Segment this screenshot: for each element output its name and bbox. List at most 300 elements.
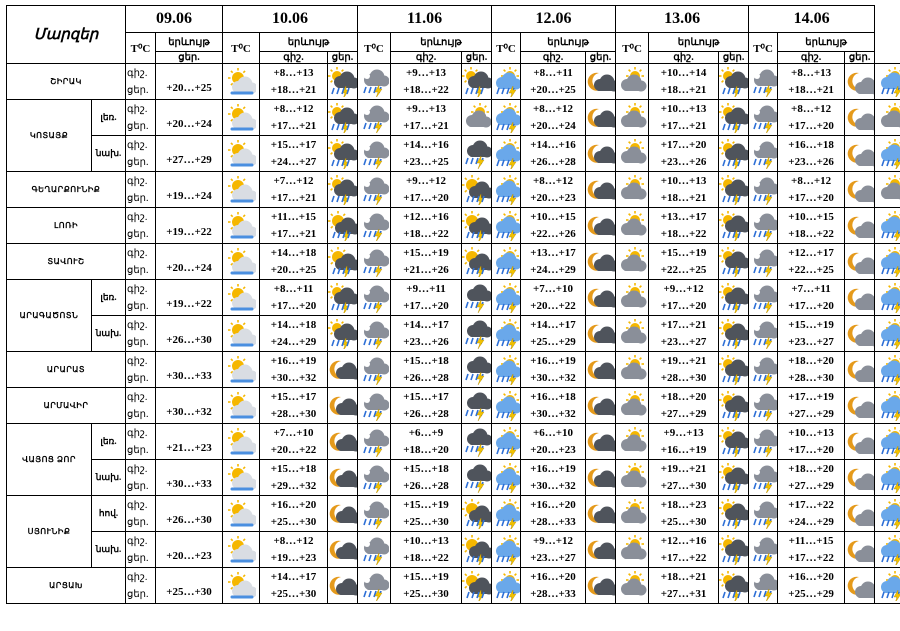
- night-temp: +8…+12: [533, 174, 574, 187]
- storm-cloud-icon: [719, 352, 749, 388]
- sun-storm-icon: [462, 496, 492, 532]
- rain-storm-icon: [462, 280, 492, 316]
- sun-cloud-rain-icon: [875, 316, 900, 352]
- day-temp: +17…+20: [270, 299, 317, 312]
- weather-header: երևույթ: [521, 33, 616, 52]
- night-temp: +14…+18: [270, 246, 317, 259]
- day-temp: +23…+25: [403, 155, 449, 168]
- temperature-range: [260, 568, 328, 604]
- day-temp: +26…+28: [530, 155, 576, 168]
- sun-cloud-rain-icon: [492, 568, 521, 604]
- storm-cloud-icon: [328, 100, 358, 136]
- day-temp: +22…+25: [660, 263, 707, 276]
- sun-cloud-rain-icon: [492, 100, 521, 136]
- night-temp: +13…+17: [530, 246, 576, 259]
- temperature-range: [156, 172, 223, 208]
- temperature-range: [156, 208, 223, 244]
- day-temp: +18…+21: [788, 83, 834, 96]
- temp-header: T⁰C: [749, 33, 778, 64]
- night-temp: +15…+17: [403, 390, 449, 403]
- night-temp: +16…+19: [530, 462, 576, 475]
- night-temp: +10…+15: [530, 210, 576, 223]
- night-cloud-rain-icon: [749, 532, 778, 568]
- day-temp: +17…+20: [788, 119, 834, 132]
- period-labels: [126, 136, 156, 172]
- rain-storm-icon: [462, 352, 492, 388]
- night-temp: +11…+15: [271, 210, 316, 223]
- sun-cloud-rain-icon: [492, 352, 521, 388]
- temperature-range: [156, 244, 223, 280]
- temperature-range: [521, 244, 586, 280]
- temperature-range: [649, 172, 719, 208]
- temperature-range: [391, 244, 462, 280]
- day-temp: +23…+26: [403, 335, 449, 348]
- table-row: [7, 532, 900, 568]
- region-name: ԱՐԱԳԱԾՈՏՆ: [7, 280, 92, 352]
- storm-cloud-icon: [719, 136, 749, 172]
- period-labels: [126, 532, 156, 568]
- temperature-range: [156, 424, 223, 460]
- sun-cloud-icon: [223, 316, 260, 352]
- day-temp: +28…+33: [530, 515, 576, 528]
- night-temp: +10…+13: [403, 534, 449, 547]
- night-temp: +15…+19: [403, 246, 449, 259]
- forecast-table: [6, 5, 900, 604]
- night-cloud-icon: [328, 568, 358, 604]
- temperature-range: [156, 316, 223, 352]
- temperature-range: [260, 172, 328, 208]
- night-cloud-rain-icon: [749, 316, 778, 352]
- day-temp: +16…+19: [660, 443, 707, 456]
- temperature-range: [649, 64, 719, 100]
- day-temp: +22…+26: [530, 227, 576, 240]
- cloud-dark-icon: [616, 424, 649, 460]
- temperature-range: [260, 280, 328, 316]
- night-temp: +10…+13: [788, 426, 834, 439]
- sun-cloud-rain-icon: [492, 532, 521, 568]
- day-label: ցեր.: [127, 228, 149, 240]
- day-temp: +20…+25: [530, 83, 576, 96]
- day-header: ցեր.: [462, 52, 492, 64]
- day-temp: +25…+30: [166, 586, 212, 598]
- storm-cloud-icon: [328, 280, 358, 316]
- night-temp: +9…+12: [663, 282, 704, 295]
- sun-storm-icon: [462, 568, 492, 604]
- night-temp: +16…+20: [788, 570, 834, 583]
- day-temp: +18…+22: [403, 551, 449, 564]
- night-label: գիշ.: [127, 391, 148, 403]
- region-name: ԼՈՌԻ: [7, 208, 126, 244]
- night-cloud-icon: [328, 352, 358, 388]
- day-temp: +20…+23: [530, 443, 576, 456]
- night-temp: +16…+20: [530, 570, 576, 583]
- night-label: գիշ.: [127, 571, 148, 583]
- cloud-dark-icon: [616, 532, 649, 568]
- day-temp: +30…+32: [530, 407, 576, 420]
- rain-storm-icon: [462, 316, 492, 352]
- region-name: ՇԻՐԱԿ: [7, 64, 126, 100]
- period-labels: [126, 64, 156, 100]
- night-label: գիշ.: [127, 535, 148, 547]
- night-temp: +7…+11: [791, 282, 831, 295]
- temperature-range: [391, 136, 462, 172]
- night-cloud-icon: [586, 352, 616, 388]
- sun-cloud-icon: [223, 496, 260, 532]
- night-cloud-rain-icon: [358, 136, 391, 172]
- sun-cloud-rain-icon: [492, 280, 521, 316]
- sun-cloud-rain-icon: [875, 532, 900, 568]
- day-label: ցեր.: [127, 264, 149, 276]
- night-cloud-icon: [586, 136, 616, 172]
- night-cloud-icon: [586, 172, 616, 208]
- night-cloud-icon: [586, 496, 616, 532]
- temperature-range: [521, 496, 586, 532]
- cloud-dark-icon: [616, 460, 649, 496]
- temperature-range: [778, 172, 845, 208]
- temperature-range: [778, 316, 845, 352]
- sun-cloud-rain-icon: [875, 64, 900, 100]
- day-temp: +20…+24: [166, 262, 212, 274]
- night-cloud-rain-icon: [358, 64, 391, 100]
- storm-cloud-icon: [719, 316, 749, 352]
- temperature-range: [778, 100, 845, 136]
- temperature-range: [521, 568, 586, 604]
- night-cloud-icon: [586, 316, 616, 352]
- table-row: [7, 280, 900, 316]
- sun-cloud-icon: [223, 352, 260, 388]
- cloud-dark-icon: [616, 280, 649, 316]
- night-temp: +9…+13: [405, 66, 447, 79]
- table-row: [7, 460, 900, 496]
- temperature-range: [260, 424, 328, 460]
- period-labels: [126, 496, 156, 532]
- storm-cloud-icon: [328, 136, 358, 172]
- day-temp: +19…+22: [166, 298, 212, 310]
- night-temp: +15…+18: [403, 462, 449, 475]
- day-temp: +28…+33: [530, 587, 576, 600]
- date-header: 12.06: [492, 6, 616, 33]
- temperature-range: [391, 100, 462, 136]
- temperature-range: [521, 424, 586, 460]
- night-label: գիշ.: [127, 175, 148, 187]
- sun-cloud-rain-icon: [492, 460, 521, 496]
- night-cloud-rain-icon: [749, 100, 778, 136]
- day-temp: +20…+25: [270, 263, 317, 276]
- day-label: ցեր.: [127, 516, 149, 528]
- table-row: [7, 568, 900, 604]
- night-temp: +10…+15: [788, 210, 834, 223]
- temperature-range: [521, 100, 586, 136]
- night-cloud-icon: [586, 100, 616, 136]
- sun-storm-icon: [462, 208, 492, 244]
- day-temp: +23…+26: [660, 155, 707, 168]
- night-temp: +18…+20: [660, 390, 707, 403]
- night-temp: +16…+19: [270, 354, 317, 367]
- cloud-dark-icon: [616, 208, 649, 244]
- temperature-range: [778, 280, 845, 316]
- night-temp: +9…+12: [533, 534, 574, 547]
- night-temp: +15…+19: [403, 570, 449, 583]
- day-label: ցեր.: [127, 480, 149, 492]
- night-temp: +18…+20: [788, 462, 834, 475]
- region-name: ԱՐՑԱԽ: [7, 568, 126, 604]
- temperature-range: [778, 496, 845, 532]
- cloud-dark-icon: [616, 316, 649, 352]
- night-cloud-rain-icon: [358, 352, 391, 388]
- night-header: գիշ.: [260, 52, 328, 64]
- night-temp: +9…+13: [663, 426, 704, 439]
- cloud-dark-icon: [462, 100, 492, 136]
- night-temp: +15…+17: [270, 138, 317, 151]
- day-temp: +28…+30: [270, 407, 317, 420]
- day-header: ցեր.: [845, 52, 875, 64]
- day-temp: +25…+30: [403, 587, 449, 600]
- night-temp: +17…+20: [660, 138, 707, 151]
- header-row-labels: [7, 33, 900, 52]
- date-header: 13.06: [616, 6, 749, 33]
- day-temp: +28…+30: [788, 371, 834, 384]
- day-temp: +18…+22: [403, 83, 449, 96]
- night-cloud-rain-icon: [749, 352, 778, 388]
- sun-cloud-icon: [223, 424, 260, 460]
- regions-header: Մարզեր: [7, 6, 126, 64]
- temperature-range: [778, 208, 845, 244]
- night-temp: +10…+13: [660, 102, 707, 115]
- temperature-range: [649, 532, 719, 568]
- night-label: գիշ.: [127, 463, 148, 475]
- sun-cloud-rain-icon: [875, 352, 900, 388]
- weather-header: երևույթ: [391, 33, 492, 52]
- date-header: 10.06: [223, 6, 358, 33]
- day-temp: +27…+29: [788, 407, 834, 420]
- sun-cloud-rain-icon: [492, 136, 521, 172]
- day-temp: +30…+32: [530, 479, 576, 492]
- night-temp: +16…+18: [788, 138, 834, 151]
- subregion-label: հով.: [92, 496, 126, 532]
- storm-cloud-icon: [462, 64, 492, 100]
- table-row: [7, 244, 900, 280]
- night-cloud-icon: [586, 244, 616, 280]
- night-cloud-rain-icon: [749, 460, 778, 496]
- moon-cloud-icon: [845, 424, 875, 460]
- day-temp: +17…+21: [270, 227, 317, 240]
- night-temp: +16…+18: [530, 390, 576, 403]
- rain-storm-icon: [462, 388, 492, 424]
- night-cloud-rain-icon: [358, 100, 391, 136]
- night-temp: +17…+21: [660, 318, 707, 331]
- temperature-range: [391, 388, 462, 424]
- period-labels: [126, 460, 156, 496]
- day-temp: +18…+22: [660, 227, 707, 240]
- storm-cloud-icon: [328, 172, 358, 208]
- night-cloud-rain-icon: [358, 532, 391, 568]
- day-header: ցեր.: [328, 52, 358, 64]
- night-cloud-rain-icon: [358, 496, 391, 532]
- night-temp: +19…+21: [660, 354, 707, 367]
- subregion-label: լեռ.: [92, 100, 126, 136]
- day-temp: +21…+26: [403, 263, 449, 276]
- temperature-range: [260, 460, 328, 496]
- night-temp: +8…+11: [533, 66, 573, 79]
- storm-cloud-icon: [719, 424, 749, 460]
- temperature-range: [649, 280, 719, 316]
- sun-cloud-rain-icon: [875, 208, 900, 244]
- moon-cloud-icon: [845, 172, 875, 208]
- day-temp: +26…+28: [403, 479, 449, 492]
- day-temp: +18…+20: [403, 443, 449, 456]
- day-temp: +27…+29: [166, 154, 212, 166]
- cloud-dark-icon: [616, 136, 649, 172]
- temperature-range: [260, 100, 328, 136]
- weather-header: երևույթ: [649, 33, 749, 52]
- table-row: [7, 388, 900, 424]
- night-temp: +15…+19: [660, 246, 707, 259]
- moon-cloud-icon: [845, 244, 875, 280]
- day-temp: +30…+32: [166, 406, 212, 418]
- day-label: ցեր.: [127, 84, 149, 96]
- day-temp: +18…+22: [403, 227, 449, 240]
- temperature-range: [391, 172, 462, 208]
- moon-cloud-icon: [845, 316, 875, 352]
- temperature-range: [521, 208, 586, 244]
- night-temp: +8…+12: [533, 102, 574, 115]
- region-name: ՍՅՈՒՆԻՔ: [7, 496, 92, 568]
- day-header: ցեր.: [156, 52, 223, 64]
- night-temp: +13…+17: [660, 210, 707, 223]
- night-temp: +14…+18: [270, 318, 317, 331]
- night-temp: +8…+11: [273, 282, 314, 295]
- weather-header: երևույթ: [260, 33, 358, 52]
- weather-header: երևույթ: [156, 33, 223, 52]
- night-header: գիշ.: [391, 52, 462, 64]
- temperature-range: [649, 460, 719, 496]
- day-temp: +17…+20: [660, 299, 707, 312]
- period-labels: [126, 388, 156, 424]
- temperature-range: [156, 352, 223, 388]
- temperature-range: [260, 136, 328, 172]
- storm-cloud-icon: [719, 496, 749, 532]
- night-label: գիշ.: [127, 211, 148, 223]
- sun-cloud-rain-icon: [492, 208, 521, 244]
- temperature-range: [649, 244, 719, 280]
- temperature-range: [156, 100, 223, 136]
- night-cloud-rain-icon: [749, 496, 778, 532]
- night-temp: +14…+16: [530, 138, 576, 151]
- night-temp: +15…+19: [788, 318, 834, 331]
- day-temp: +17…+20: [403, 191, 449, 204]
- day-temp: +25…+30: [403, 515, 449, 528]
- temperature-range: [649, 352, 719, 388]
- temperature-range: [521, 316, 586, 352]
- night-temp: +8…+12: [791, 174, 832, 187]
- night-temp: +15…+17: [270, 390, 317, 403]
- night-cloud-rain-icon: [749, 244, 778, 280]
- night-cloud-icon: [328, 460, 358, 496]
- moon-cloud-icon: [845, 568, 875, 604]
- night-temp: +8…+13: [791, 66, 832, 79]
- cloud-dark-icon: [616, 64, 649, 100]
- temperature-range: [391, 532, 462, 568]
- cloud-dark-icon: [616, 388, 649, 424]
- night-cloud-icon: [586, 280, 616, 316]
- moon-cloud-icon: [845, 388, 875, 424]
- temperature-range: [778, 532, 845, 568]
- cloud-dark-icon: [616, 568, 649, 604]
- subregion-label: նախ.: [92, 532, 126, 568]
- day-temp: +25…+30: [270, 515, 317, 528]
- day-temp: +30…+32: [270, 371, 317, 384]
- day-temp: +23…+26: [788, 155, 834, 168]
- night-header: գիշ.: [521, 52, 586, 64]
- day-temp: +23…+27: [530, 551, 576, 564]
- temperature-range: [521, 388, 586, 424]
- sun-cloud-icon: [223, 136, 260, 172]
- day-header: ցեր.: [586, 52, 616, 64]
- temperature-range: [521, 460, 586, 496]
- rain-storm-icon: [462, 136, 492, 172]
- night-cloud-rain-icon: [749, 424, 778, 460]
- region-name: ԿՈՏԱՅՔ: [7, 100, 92, 172]
- period-labels: [126, 352, 156, 388]
- date-header: 11.06: [358, 6, 492, 33]
- cloud-dark-icon: [616, 100, 649, 136]
- moon-cloud-icon: [845, 496, 875, 532]
- night-cloud-icon: [328, 532, 358, 568]
- period-labels: [126, 172, 156, 208]
- day-temp: +25…+30: [270, 587, 317, 600]
- night-temp: +15…+19: [403, 498, 449, 511]
- night-temp: +9…+11: [406, 282, 446, 295]
- day-header: ցեր.: [719, 52, 749, 64]
- sun-cloud-rain-icon: [875, 496, 900, 532]
- night-cloud-rain-icon: [358, 424, 391, 460]
- cloud-dark-icon: [616, 172, 649, 208]
- temperature-range: [778, 136, 845, 172]
- sun-storm-icon: [328, 244, 358, 280]
- temperature-range: [156, 532, 223, 568]
- temperature-range: [391, 280, 462, 316]
- temperature-range: [260, 496, 328, 532]
- night-temp: +15…+18: [403, 354, 449, 367]
- temperature-range: [778, 244, 845, 280]
- temp-header: T⁰C: [616, 33, 649, 64]
- temperature-range: [391, 496, 462, 532]
- temperature-range: [260, 532, 328, 568]
- day-temp: +24…+29: [530, 263, 576, 276]
- moon-cloud-icon: [845, 352, 875, 388]
- night-cloud-rain-icon: [749, 568, 778, 604]
- temperature-range: [778, 424, 845, 460]
- day-temp: +25…+29: [788, 587, 834, 600]
- sun-cloud-icon: [223, 532, 260, 568]
- temperature-range: [391, 208, 462, 244]
- storm-cloud-icon: [719, 100, 749, 136]
- night-label: գիշ.: [127, 103, 148, 115]
- day-temp: +27…+30: [660, 479, 707, 492]
- temperature-range: [391, 64, 462, 100]
- sun-cloud-icon: [223, 244, 260, 280]
- cloud-dark-icon: [875, 100, 900, 136]
- day-temp: +17…+21: [270, 191, 317, 204]
- temperature-range: [649, 496, 719, 532]
- region-name: ԱՐԱՐԱՏ: [7, 352, 126, 388]
- sun-cloud-icon: [223, 460, 260, 496]
- day-temp: +20…+22: [530, 299, 576, 312]
- sun-storm-icon: [462, 532, 492, 568]
- temperature-range: [260, 316, 328, 352]
- night-temp: +18…+21: [660, 570, 707, 583]
- day-label: ցեր.: [127, 120, 149, 132]
